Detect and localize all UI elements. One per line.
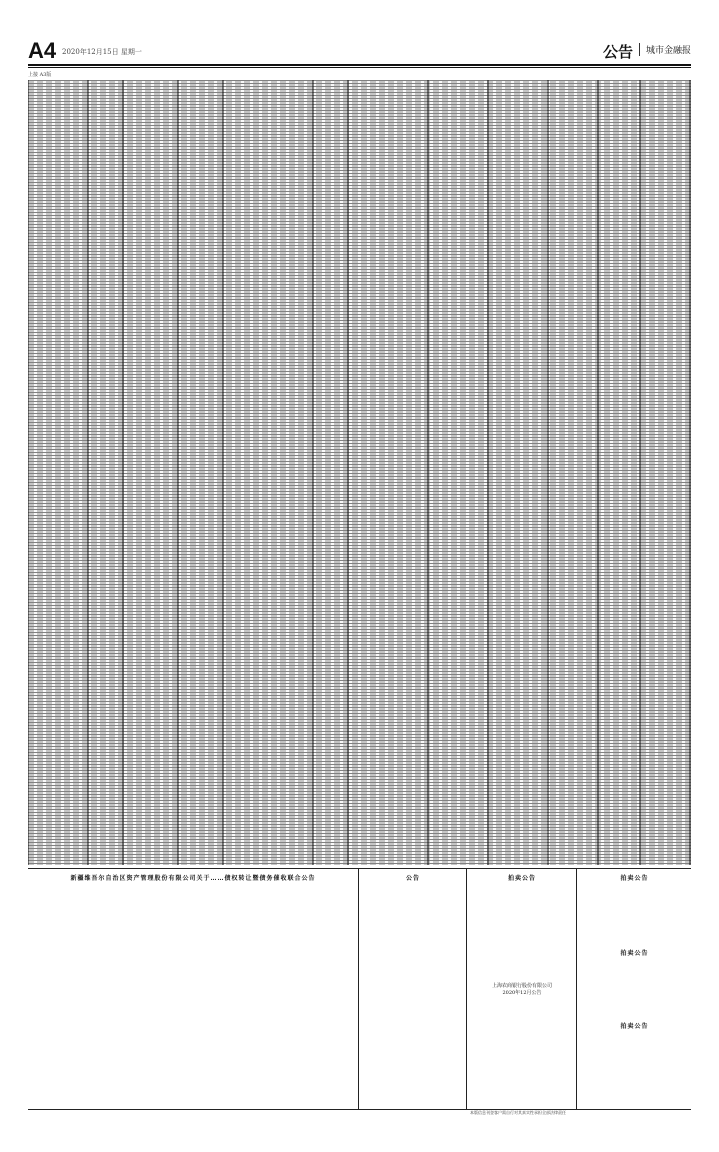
header-rule-thin [28,67,691,68]
dense-table-area [28,80,691,865]
page-number: A4 [28,38,57,63]
notice-title: 新疆维吾尔自治区资产管理股份有限公司关于……债权转让暨债务催收联合公告 [70,875,316,882]
section-title: 公告 [602,43,633,61]
footer-note: 本版信息刊登客户需自行对其真实性承担全部法律责任 [470,1110,566,1115]
date-line: 2020年12月15日 星期一 [62,48,142,56]
notice-title: 拍卖公告 [620,950,649,957]
bottom-notices [28,868,691,1110]
notice-title: 拍卖公告 [620,875,649,882]
page-header [28,38,691,64]
continued-label: 上接 A3版 [28,72,52,78]
notice-5 [578,944,691,1014]
bank-name: 上海农商银行股份有限公司 [491,983,552,989]
notice-title: 拍卖公告 [507,875,536,882]
bank-notice: 2020年12月公告 [502,990,542,996]
notice-2 [360,869,467,1109]
header-rule [28,64,691,66]
notice-1 [28,869,359,1109]
paper-name: 城市金融报 [639,43,691,56]
notice-3 [468,869,577,1109]
notice-4 [578,869,691,939]
notice-6 [578,1017,691,1107]
notice-title: 拍卖公告 [620,1023,649,1030]
notice-title: 公告 [405,875,420,882]
